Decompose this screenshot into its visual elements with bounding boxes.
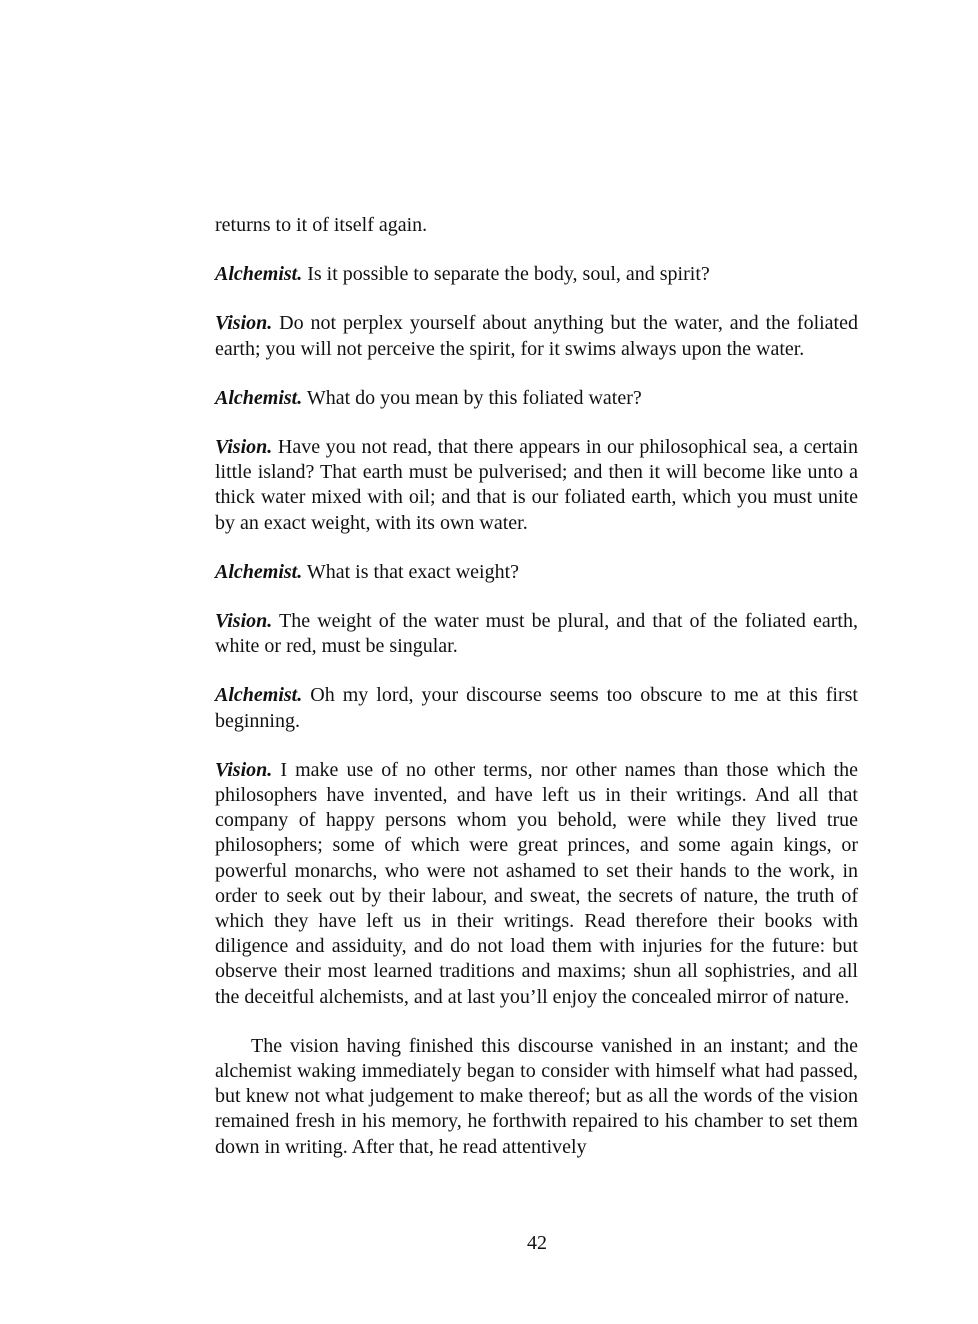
paragraph-continuation xyxy=(215,213,858,238)
paragraph-text: Oh my lord, your discourse seems too obscure to me at this first beginning. xyxy=(215,684,858,732)
dialogue-paragraph xyxy=(215,386,858,411)
paragraph-text: Do not perplex yourself about anything but the water, and the foliated earth; you will not perceive the spirit, for it swims always upon the water. xyxy=(215,312,858,360)
paragraph-text: Is it possible to separate the body, soul, and spirit? xyxy=(302,263,710,286)
dialogue-paragraph xyxy=(215,262,858,287)
paragraph-text: What do you mean by this foliated water? xyxy=(302,386,642,409)
page-number-text: 42 xyxy=(527,1232,547,1254)
paragraph-text: The weight of the water must be plural, and that of the foliated earth, white or red, must be singular. xyxy=(215,610,858,658)
speaker-label: Vision. xyxy=(215,312,273,335)
speaker-label: Alchemist. xyxy=(215,386,303,409)
dialogue-paragraph xyxy=(215,758,858,1010)
paragraph-text: What is that exact weight? xyxy=(302,560,520,583)
page-body xyxy=(215,213,858,1184)
page-number xyxy=(0,1231,978,1255)
speaker-label: Alchemist. xyxy=(215,560,303,583)
speaker-label: Vision. xyxy=(215,758,273,781)
speaker-label: Alchemist. xyxy=(215,684,303,707)
dialogue-paragraph xyxy=(215,311,858,361)
paragraph-text: returns to it of itself again. xyxy=(215,214,428,236)
dialogue-paragraph xyxy=(215,683,858,733)
speaker-label: Alchemist. xyxy=(215,263,303,286)
paragraph-text: Have you not read, that there appears in our philosophical sea, a certain little island? That earth must be pulverised; and then it will become like unto a thick water mixed with oil; and that is our foliated earth, which you must unite by an exact weight, with its own water. xyxy=(215,436,858,534)
speaker-label: Vision. xyxy=(215,436,273,459)
speaker-label: Vision. xyxy=(215,610,273,633)
dialogue-paragraph xyxy=(215,609,858,659)
dialogue-paragraph xyxy=(215,560,858,585)
narrative-paragraph: The vision having finished this discourse vanished in an instant; and the alchemist waking immediately began to consider with himself what had passed, but knew not what judgement to make thereof; but as all the words of the vision remained fresh in his memory, he forthwith repaired to his chamber to set them down in writing. After that, he read attentively xyxy=(215,1034,858,1158)
dialogue-paragraph xyxy=(215,435,858,536)
paragraph-text: I make use of no other terms, nor other names than those which the philosophers have invented, and have left us in their writings. And all that company of happy persons whom you behold, were while they lived true philosophers; some of which were great princes, and some again kings, or powerful monarchs, who were not ashamed to set their hands to the work, in order to seek out by their labour, and sweat, the secrets of nature, the truth of which they have left us in their writings. Read therefore their books with diligence and assiduity, and do not load them with injuries for the future: but observe their most learned traditions and maxims; shun all sophistries, and all the deceitful alchemists, and at last you’ll enjoy the concealed mirror of nature. xyxy=(215,758,858,1008)
